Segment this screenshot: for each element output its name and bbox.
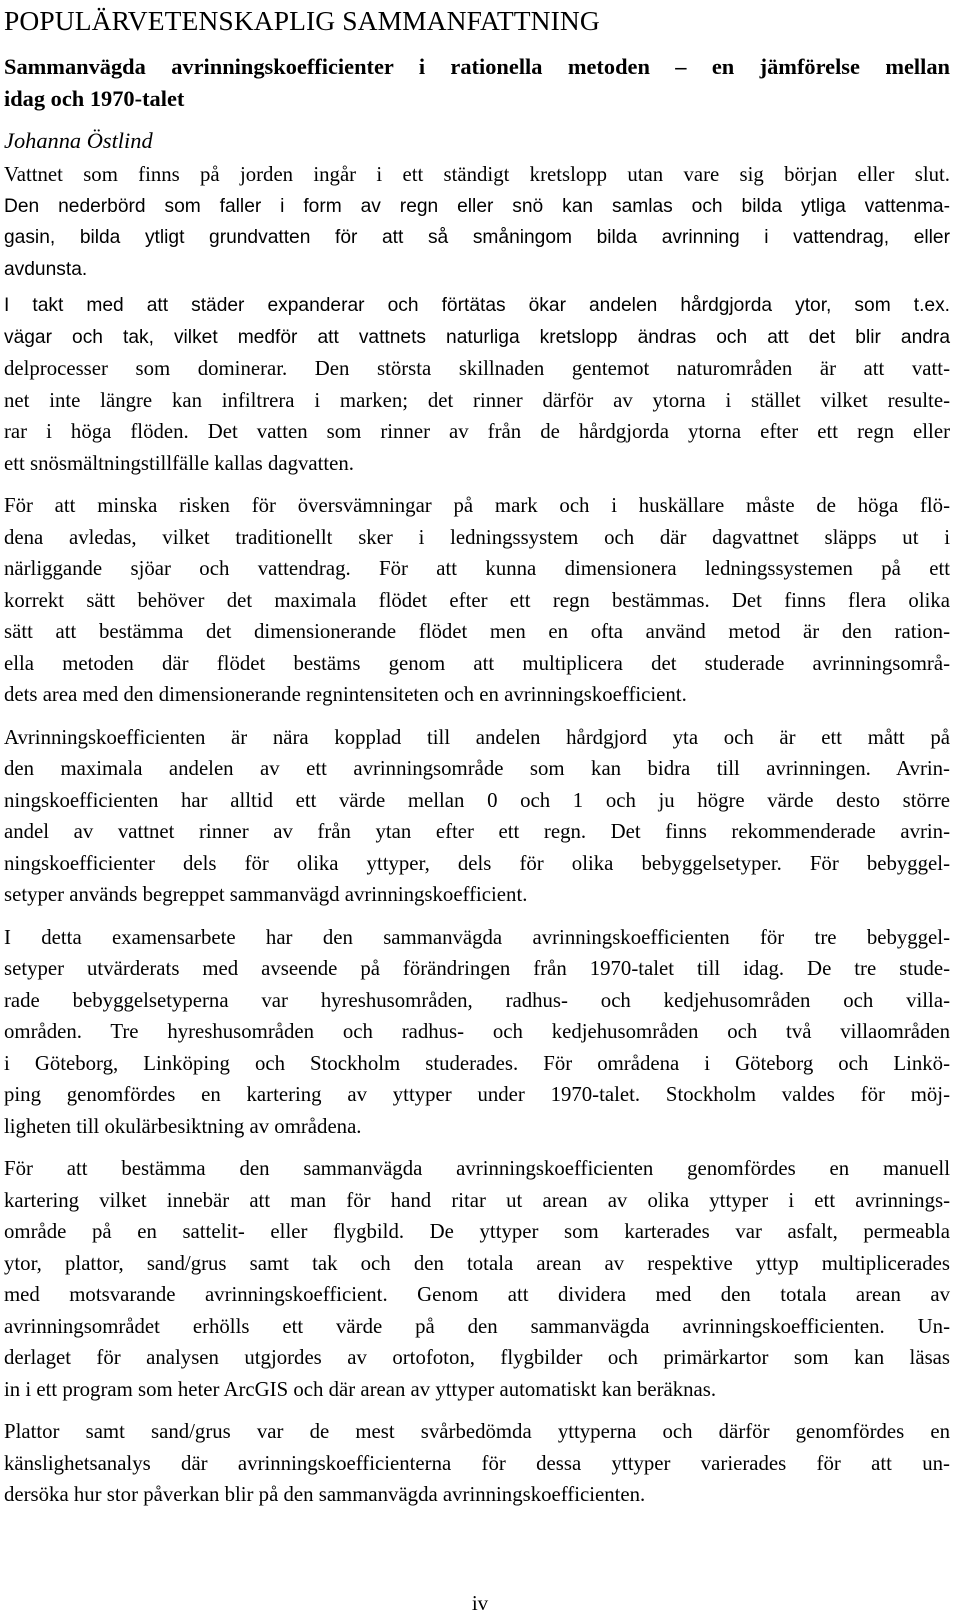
text-line: dets area med den dimensionerande regnintensiteten och en avrinningskoefficient. (4, 683, 687, 706)
text-line: dena avledas, vilket traditionellt sker i ledningssystem och där dagvattnet släpps ut i (4, 525, 950, 549)
text-line: närliggande sjöar och vattendrag. För att kunna dimensionera ledningssystemen på ett (4, 557, 950, 580)
body-paragraph (4, 1153, 950, 1405)
text-line: andel av vattnet rinner av från ytan efter ett regn. Det finns rekommenderade avrin- (4, 820, 950, 843)
text-line: sätt att bestämma det dimensionerande flödet men en ofta använd metod är den ration- (4, 620, 950, 643)
text-line: känslighetsanalys där avrinningskoefficienterna för dessa yttyper varierades för att un- (4, 1451, 950, 1475)
text-line: net inte längre kan infiltrera i marken; det rinner därför av ytorna i stället vilket resulte- (4, 388, 950, 412)
text-line: setyper utvärderats med avseende på förändringen från 1970-talet till idag. De tre stude- (4, 957, 950, 980)
text-line: med motsvarande avrinningskoefficient. Genom att dividera med den totala arean av (4, 1283, 950, 1306)
thesis-title-line: idag och 1970-talet (4, 86, 185, 111)
text-line: vägar och tak, vilket medför att vattnets naturliga kretslopp ändras och att det blir andra (4, 326, 950, 348)
text-line: derlaget för analysen utgjordes av ortofoton, flygbilder och primärkartor som kan läsas (4, 1346, 950, 1369)
text-line: Den nederbörd som faller i form av regn eller snö kan samlas och bilda ytliga vattenma- (4, 195, 950, 217)
text-line: ping genomfördes en kartering av yttyper under 1970-talet. Stockholm valdes för möj- (4, 1083, 950, 1106)
text-line: gasin, bilda ytligt grundvatten för att så småningom bilda avrinning i vattendrag, eller (4, 227, 950, 248)
text-line: Vattnet som finns på jorden ingår i ett ständigt kretslopp utan vare sig början eller slut. (4, 163, 950, 186)
text-line: kartering vilket innebär att man för hand ritar ut arean av olika yttyper i ett avrinnings- (4, 1188, 950, 1212)
text-line: rade bebyggelsetyperna var hyreshusområden, radhus- och kedjehusområden och villa- (4, 988, 950, 1012)
text-line: avdunsta. (4, 258, 88, 280)
text-line: dersöka hur stor påverkan blir på den sammanvägda avrinningskoefficienten. (4, 1483, 646, 1506)
page-number: iv (471, 1591, 489, 1615)
text-line: setyper används begreppet sammanvägd avrinningskoefficient. (4, 883, 528, 906)
body-paragraph (4, 1416, 950, 1511)
text-line: in i ett program som heter ArcGIS och där arean av yttyper automatiskt kan beräknas. (4, 1377, 717, 1401)
text-line: delprocesser som dominerar. Den största skillnaden gentemot naturområden är att vatt- (4, 357, 950, 380)
text-line: områden. Tre hyreshusområden och radhus- och kedjehusområden och två villaområden (4, 1020, 950, 1043)
text-line: i Göteborg, Linköping och Stockholm studerades. För områdena i Göteborg och Linkö- (4, 1051, 950, 1075)
body-paragraph (4, 159, 950, 285)
text-line: ningskoefficienter dels för olika yttyper, dels för olika bebyggelsetyper. För bebyggel- (4, 851, 950, 875)
thesis-title-line: Sammanvägda avrinningskoefficienter i rationella metoden – en jämförelse mellan (4, 54, 950, 79)
text-line: ningskoefficienten har alltid ett värde mellan 0 och 1 och ju högre värde desto större (4, 788, 950, 812)
text-line: I takt med att städer expanderar och förtätas ökar andelen hårdgjorda ytor, som t.ex. (4, 295, 950, 316)
text-line: område på en sattelit- eller flygbild. De yttyper som karterades var asfalt, permeabla (4, 1220, 950, 1243)
page-heading: POPULÄRVETENSKAPLIG SAMMANFATTNING (4, 5, 600, 36)
document-page (4, 0, 950, 1511)
text-line: För att bestämma den sammanvägda avrinningskoefficienten genomfördes en manuell (4, 1157, 950, 1180)
text-line: I detta examensarbete har den sammanvägda avrinningskoefficienten för tre bebyggel- (4, 925, 950, 949)
body-paragraph (4, 290, 950, 479)
text-line: ella metoden där flödet bestäms genom att multiplicera det studerade avrinningsområ- (4, 651, 950, 675)
body-paragraph (4, 490, 950, 711)
text-line: Avrinningskoefficienten är nära kopplad till andelen hårdgjord yta och är ett mått på (4, 725, 950, 749)
text-line: För att minska risken för översvämningar på mark och i huskällare måste de höga flö- (4, 494, 950, 517)
text-line: ytor, plattor, sand/grus samt tak och den totala arean av respektive yttyp multiplicerades (4, 1251, 950, 1275)
text-line: korrekt sätt behöver det maximala flödet efter ett regn bestämmas. Det finns flera olika (4, 588, 950, 612)
text-line: den maximala andelen av ett avrinningsområde som kan bidra till avrinningen. Avrin- (4, 757, 950, 780)
text-line: Plattor samt sand/grus var de mest svårbedömda yttyperna och därför genomfördes en (4, 1420, 950, 1443)
text-line: ett snösmältningstillfälle kallas dagvatten. (4, 451, 355, 475)
text-line: rar i höga flöden. Det vatten som rinner av från de hårdgjorda ytorna efter ett regn eller (4, 420, 950, 443)
body-paragraph (4, 922, 950, 1143)
author-name: Johanna Östlind (4, 128, 153, 153)
text-line: avrinningsområdet erhölls ett värde på den sammanvägda avrinningskoefficienten. Un- (4, 1314, 950, 1338)
thesis-title (4, 51, 950, 115)
text-line: ligheten till okulärbesiktning av områdena. (4, 1114, 362, 1138)
body-paragraph (4, 722, 950, 911)
